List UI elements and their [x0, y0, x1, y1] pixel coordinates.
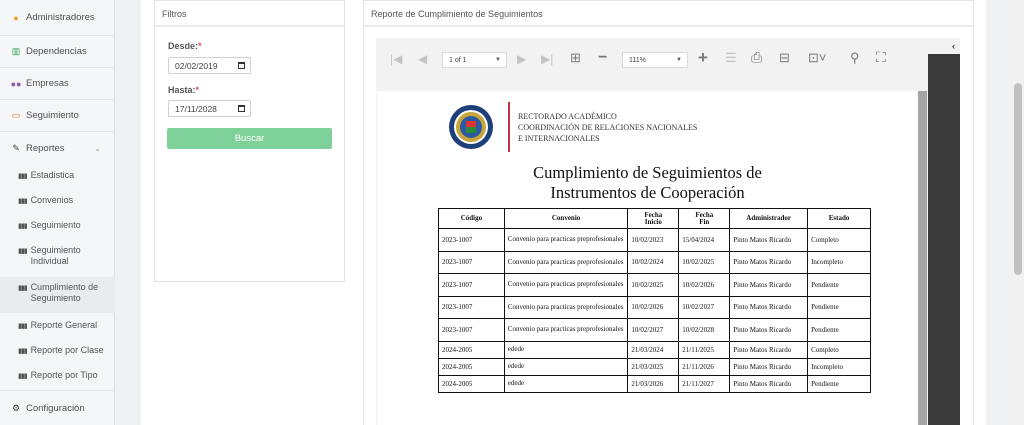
- report-panel-title: Reporte de Cumplimiento de Seguimientos: [364, 1, 973, 27]
- sidebar-item-administradores[interactable]: [0, 0, 115, 36]
- sidebar-item-label: Empresas: [26, 78, 69, 89]
- header-divider: [508, 102, 510, 152]
- cell-administrador: Pinto Matos Ricardo: [730, 274, 808, 297]
- header-line: E INTERNACIONALES: [518, 134, 600, 143]
- export-icon[interactable]: ⊡˅: [808, 50, 827, 65]
- sidebar-subitem-estadistica[interactable]: [0, 170, 115, 190]
- hasta-date-input[interactable]: [168, 100, 251, 117]
- hasta-label-text: Hasta:: [168, 85, 196, 95]
- cell-codigo: 2024-2005: [439, 341, 505, 358]
- cell-administrador: Pinto Matos Ricardo: [730, 375, 808, 392]
- sidebar-subitem-cumplimiento[interactable]: [0, 277, 115, 313]
- cell-convenio: Convenio para practicas preprofesionales: [504, 251, 628, 274]
- collapse-icon[interactable]: ‹: [952, 41, 955, 51]
- bank-icon: ▥: [11, 46, 21, 56]
- column-header: Administrador: [730, 209, 808, 229]
- cell-administrador: Pinto Matos Ricardo: [730, 358, 808, 375]
- search-button[interactable]: Buscar: [167, 128, 332, 149]
- cell-convenio: Convenio para practicas preprofesionales: [504, 319, 628, 342]
- table-row: [439, 341, 871, 358]
- page-select[interactable]: [442, 52, 507, 68]
- required-mark: *: [195, 85, 200, 95]
- column-header: Código: [439, 209, 505, 229]
- cell-estado: Pendiente: [808, 274, 871, 297]
- hasta-date-value: 17/11/2028: [175, 104, 217, 114]
- bar-chart-icon: ▮▮▮: [18, 323, 27, 330]
- bar-chart-icon: ▮▮▮: [18, 285, 27, 292]
- search-icon[interactable]: ⚲: [850, 50, 860, 65]
- cell-fecha-inicio: 10/02/2026: [628, 296, 679, 319]
- desde-label: [168, 41, 202, 51]
- table-header-row: [439, 209, 871, 229]
- cell-estado: Pendiente: [808, 319, 871, 342]
- cell-fecha-inicio: 10/02/2023: [628, 229, 679, 252]
- sidebar-subitem-label: Estadistica: [30, 170, 75, 180]
- desde-date-input[interactable]: [168, 57, 251, 74]
- print-icon[interactable]: ⎙: [751, 49, 763, 65]
- gear-icon: ⚙: [11, 402, 21, 413]
- cell-fecha-fin: 10/02/2025: [679, 251, 730, 274]
- viewer-sidepanel: [928, 54, 960, 425]
- sidebar-subitem-reporte-tipo[interactable]: [0, 370, 115, 390]
- header-line: COORDINACIÓN DE RELACIONES NACIONALES: [518, 123, 698, 132]
- cell-codigo: 2023-1007: [439, 229, 505, 252]
- sidebar-item-label: Configuración: [26, 402, 85, 414]
- save-icon[interactable]: ⊟: [779, 50, 790, 65]
- sidebar-item-label: Reportes: [26, 142, 65, 154]
- sidebar-subitem-seguimiento-individual[interactable]: [0, 245, 115, 273]
- users-icon: ●●: [10, 78, 22, 89]
- prev-page-icon[interactable]: ◀: [418, 52, 428, 66]
- cell-administrador: Pinto Matos Ricardo: [730, 229, 808, 252]
- bar-chart-icon: ▮▮▮: [18, 373, 27, 380]
- sidebar-subitem-label: Seguimiento: [30, 220, 81, 230]
- cell-fecha-fin: 21/11/2026: [679, 358, 730, 375]
- column-header: Estado: [808, 209, 871, 229]
- cell-fecha-inicio: 10/02/2025: [628, 274, 679, 297]
- fullscreen-icon[interactable]: ⛶: [876, 49, 886, 65]
- zoom-select-value: 111%: [629, 57, 646, 64]
- first-page-icon[interactable]: |◀: [390, 52, 403, 66]
- cell-estado: Incompleto: [808, 251, 871, 274]
- bar-chart-icon: ▮▮▮: [18, 223, 27, 230]
- cell-codigo: 2023-1007: [439, 296, 505, 319]
- cell-estado: Pendiente: [808, 296, 871, 319]
- cell-fecha-inicio: 21/03/2025: [628, 358, 679, 375]
- bar-chart-icon: ▮▮▮: [18, 173, 27, 180]
- filters-panel: [154, 0, 345, 282]
- cell-convenio: Convenio para practicas preprofesionales: [504, 274, 628, 297]
- column-header: Fecha Inicio: [628, 209, 679, 229]
- bar-chart-icon: ▮▮▮: [18, 348, 27, 355]
- sidebar-subitem-label: Seguimiento Individual: [30, 245, 81, 266]
- cell-convenio: edede: [504, 358, 628, 375]
- cell-fecha-fin: 21/11/2027: [679, 375, 730, 392]
- filters-panel-title: Filtros: [155, 1, 344, 27]
- bar-chart-icon: ▮▮▮: [18, 198, 27, 205]
- sidebar-subitem-label: Cumplimiento de Seguimiento: [30, 282, 99, 303]
- header-line: RECTORADO ACADÉMICO: [518, 112, 617, 121]
- document-title-line-2: Instrumentos de Cooperación: [550, 183, 745, 202]
- sidebar-subitem-label: Convenios: [30, 195, 74, 205]
- cell-convenio: Convenio para practicas preprofesionales: [504, 296, 628, 319]
- sidebar-subitem-convenios[interactable]: [0, 195, 115, 215]
- sidebar-subitem-label: Reporte por Tipo: [30, 370, 98, 380]
- user-icon: ●: [13, 12, 19, 23]
- pin-icon: ✎: [12, 142, 20, 153]
- table-row: [439, 229, 871, 252]
- sidebar-subitem-label: Reporte General: [30, 320, 98, 330]
- sidebar-item-dependencias[interactable]: [0, 36, 115, 68]
- university-seal: [448, 104, 494, 150]
- cell-estado: Incompleto: [808, 358, 871, 375]
- chevron-down-icon: ▼: [495, 57, 501, 63]
- chevron-down-icon: ⌄: [94, 143, 101, 153]
- column-header: Fecha Fin: [679, 209, 730, 229]
- sidebar-subitem-label: Reporte por Clase: [30, 345, 104, 355]
- sidebar: [0, 0, 115, 425]
- cell-codigo: 2024-2005: [439, 358, 505, 375]
- bar-chart-icon: ▮▮▮: [18, 248, 27, 255]
- sidebar-subitem-reporte-general[interactable]: [0, 320, 115, 340]
- last-page-icon[interactable]: ▶|: [541, 52, 554, 66]
- zoom-select[interactable]: [622, 52, 688, 68]
- cell-estado: Completo: [808, 341, 871, 358]
- cell-fecha-fin: 10/02/2026: [679, 274, 730, 297]
- desde-date-value: 02/02/2019: [175, 61, 218, 71]
- sidebar-item-reportes[interactable]: [0, 132, 115, 164]
- zoom-out-icon[interactable]: −: [598, 49, 608, 66]
- chevron-down-icon: ▼: [676, 57, 682, 63]
- cell-estado: Pendiente: [808, 375, 871, 392]
- table-row: [439, 296, 871, 319]
- pdf-page: [377, 91, 918, 425]
- cell-fecha-fin: 10/02/2028: [679, 319, 730, 342]
- page-scrollbar-thumb[interactable]: [1014, 83, 1022, 275]
- calendar-icon[interactable]: [238, 62, 245, 69]
- cell-convenio: edede: [504, 375, 628, 392]
- cell-administrador: Pinto Matos Ricardo: [730, 319, 808, 342]
- cell-codigo: 2023-1007: [439, 274, 505, 297]
- required-mark: *: [198, 41, 202, 51]
- next-page-icon[interactable]: ▶: [517, 52, 527, 66]
- cell-administrador: Pinto Matos Ricardo: [730, 296, 808, 319]
- sidebar-item-seguimiento[interactable]: [0, 100, 115, 132]
- cell-fecha-fin: 21/11/2025: [679, 341, 730, 358]
- thumbnails-icon[interactable]: ⊞: [570, 50, 581, 65]
- cell-convenio: edede: [504, 341, 628, 358]
- calendar-icon[interactable]: [238, 105, 245, 112]
- sidebar-item-empresas[interactable]: [0, 68, 115, 100]
- sidebar-item-label: Seguimiento: [26, 110, 79, 121]
- desde-label-text: Desde:: [168, 41, 199, 51]
- hasta-label: [168, 85, 199, 95]
- page-select-value: 1 of 1: [449, 57, 467, 64]
- report-table: [438, 208, 871, 393]
- sidebar-subitem-seguimiento[interactable]: [0, 220, 115, 240]
- table-row: [439, 251, 871, 274]
- cell-estado: Completo: [808, 229, 871, 252]
- zoom-in-icon[interactable]: +: [698, 48, 708, 67]
- table-row: [439, 274, 871, 297]
- cell-fecha-inicio: 21/03/2026: [628, 375, 679, 392]
- cell-codigo: 2023-1007: [439, 251, 505, 274]
- cell-fecha-fin: 10/02/2027: [679, 296, 730, 319]
- cell-convenio: Convenio para practicas preprofesionales: [504, 229, 628, 252]
- cell-fecha-inicio: 21/03/2024: [628, 341, 679, 358]
- cell-codigo: 2023-1007: [439, 319, 505, 342]
- cell-fecha-inicio: 10/02/2024: [628, 251, 679, 274]
- viewer-scrollbar-thumb[interactable]: [917, 91, 927, 425]
- find-text-icon[interactable]: ☰: [725, 50, 737, 65]
- cell-administrador: Pinto Matos Ricardo: [730, 341, 808, 358]
- sidebar-subitem-reporte-clase[interactable]: [0, 345, 115, 365]
- sidebar-item-configuracion[interactable]: [0, 390, 115, 425]
- sidebar-item-label: Administradores: [26, 12, 95, 23]
- cell-fecha-inicio: 10/02/2027: [628, 319, 679, 342]
- table-row: [439, 375, 871, 392]
- cell-codigo: 2024-2005: [439, 375, 505, 392]
- document-title-line-1: Cumplimiento de Seguimientos de: [533, 163, 762, 182]
- card-icon: ▭: [11, 110, 21, 120]
- column-header: Convenio: [504, 209, 628, 229]
- table-row: [439, 358, 871, 375]
- cell-fecha-fin: 15/04/2024: [679, 229, 730, 252]
- sidebar-item-label: Dependencias: [26, 46, 87, 57]
- table-row: [439, 319, 871, 342]
- cell-administrador: Pinto Matos Ricardo: [730, 251, 808, 274]
